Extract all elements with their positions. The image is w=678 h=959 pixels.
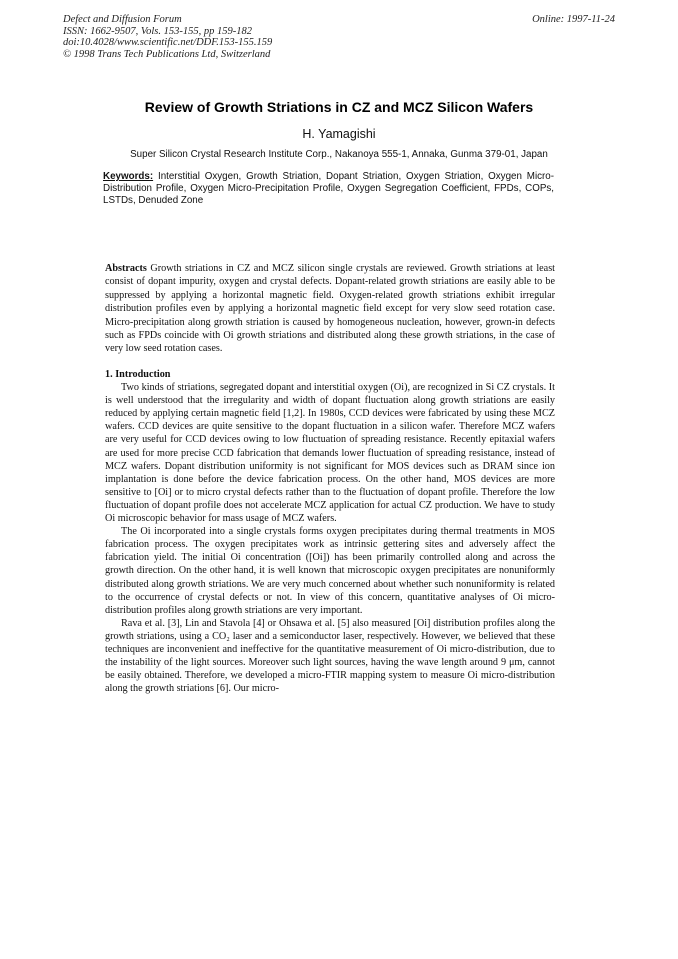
author-name: H. Yamagishi [302, 127, 376, 141]
keywords-text: Interstitial Oxygen, Growth Striation, Dopant Striation, Oxygen Striation, Oxygen Micro-Distribution Profile, Oxygen Micro-Precipitation Profile, Oxygen Segregation Coefficient, FPDs, COPs, LSTDs, Denuded Zone [103, 171, 554, 206]
doi-line: doi:10.4028/www.scientific.net/DDF.153-155.159 [63, 37, 273, 48]
paper-title: Review of Growth Striations in CZ and MCZ Silicon Wafers [144, 99, 534, 115]
abstract-label: Abstracts [105, 263, 147, 274]
abstract-block [105, 262, 555, 356]
journal-name: Defect and Diffusion Forum [63, 14, 182, 25]
keywords-block [103, 171, 554, 207]
introduction-section [105, 368, 555, 695]
keywords-label: Keywords: [103, 171, 154, 182]
copyright-line: © 1998 Trans Tech Publications Ltd, Switzerland [63, 48, 271, 60]
journal-header [63, 14, 272, 60]
online-date: Online: 1997-11-24 [532, 14, 615, 25]
paragraph: Two kinds of striations, segregated dopant and interstitial oxygen (Oi), are recognized in Si CZ crystals. It is well understood that the irregularity and width of dopant fluctuation along growth striations are easily reduced by applying certain magnetic field [1,2]. In 1980s, CCD devices were fabricated by using these MCZ wafers. CCD devices are quite sensitive to the dopant fluctuation in a silicon wafer. Therefore MCZ wafers are very useful for CCD devices owing to low fluctuation of spreading resistance. Recently epitaxial wafers are used for more precise CCD fabrication that demands lower fluctuation of spreading resistance, instead of MCZ wafers. Dopant distribution uniformity is not significant for MOS devices such as DRAM since ion implantation is done before the device fabrication process. On the other hand, MOS devices are more sensitive to [Oi] or to micro crystal defects rather than to the fluctuation of dopant profile. Therefore the low fluctuation of dopant profile does not accelerate MCZ application for actual CZ production. We have to study Oi microscopic behavior for mass usage of MCZ wafers. [105, 382, 555, 525]
issn-line: ISSN: 1662-9507, Vols. 153-155, pp 159-182 [63, 25, 252, 37]
abstract-text: Growth striations in CZ and MCZ silicon single crystals are reviewed. Growth striations at least consist of dopant impurity, oxygen and crystal defects. Dopant-related growth striations are easily able to be suppressed by applying a horizontal magnetic field. Oxygen-related growth striations exhibit irregular distribution profiles even by applying a horizontal magnetic field except for very slow seed rotation case. Micro-precipitation along growth striation is caused by homogeneous nucleation, however, grown-in defects such as FPDs coincide with Oi growth striations and distributed along these growth striations, in the case of very low seed rotation cases. [105, 263, 555, 355]
paragraph: The Oi incorporated into a single crystals forms oxygen precipitates during thermal treatments in MOS fabrication process. The oxygen precipitates work as intrinsic gettering sites and adversely affect the fabrication yield. The initial Oi concentration ([Oi]) has been primarily controlled along and across the growth direction. On the other hand, it is well known that microscopic oxygen precipitates are nonuniformly distributed along growth striations. We are very much concerned about whether such nonuniformity is related to the occurrence of crystal defects or not. In view of this concern, quantitative analyses of Oi micro-distribution profiles along growth striations are very important. [105, 526, 555, 616]
affiliation: Super Silicon Crystal Research Institute Corp., Nakanoya 555-1, Annaka, Gunma 379-01, Japan [130, 149, 548, 160]
section-heading: 1. Introduction [105, 369, 171, 380]
paragraph: Rava et al. [3], Lin and Stavola [4] or Ohsawa et al. [5] also measured [Oi] distribution profiles along the growth striations, using a CO₂ laser and a semiconductor laser, respectively. However, we believed that these techniques are inconvenient and ineffective for the quantitative measurement of Oi micro-distribution, due to the instability of the light sources. Moreover such light sources, having the wave length around 9 μm, cannot be easily obtained. Therefore, we developed a micro-FTIR mapping system to measure Oi micro-distribution along the growth striations [6]. Our micro- [105, 617, 555, 695]
